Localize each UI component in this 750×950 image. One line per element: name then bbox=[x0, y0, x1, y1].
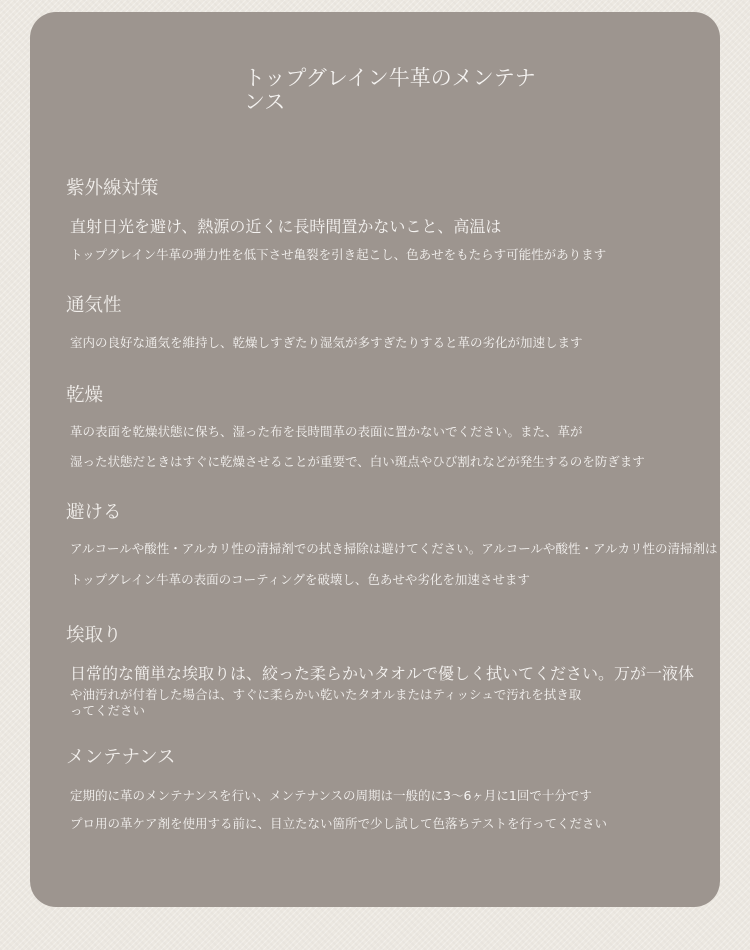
care-guide-card bbox=[30, 12, 720, 907]
ventilation-text-line-1: 室内の良好な通気を維持し、乾燥しすぎたり湿気が多すぎたりすると革の劣化が加速します bbox=[70, 335, 583, 350]
dust-text-line-2: や油汚れが付着した場合は、すぐに柔らかい乾いたタオルまたはティッシュで汚れを拭き取ってください bbox=[70, 687, 582, 718]
maintenance-text-line-1: 定期的に革のメンテナンスを行い、メンテナンスの周期は一般的に3〜6ヶ月に1回で十分です bbox=[70, 788, 592, 803]
dry-text-line-1: 革の表面を乾燥状態に保ち、湿った布を長時間革の表面に置かないでください。また、革が bbox=[70, 424, 583, 439]
section-heading-dust: 埃取り bbox=[66, 625, 122, 646]
maintenance-text-line-2: プロ用の革ケア剤を使用する前に、目立たない箇所で少し試して色落ちテストを行ってください bbox=[70, 816, 608, 831]
uv-text-line-2: トップグレイン牛革の弾力性を低下させ亀裂を引き起こし、色あせをもたらす可能性があります bbox=[70, 247, 607, 262]
section-heading-uv: 紫外線対策 bbox=[66, 178, 159, 199]
dry-text-line-2: 湿った状態だときはすぐに乾燥させることが重要で、白い斑点やひび割れなどが発生するのを防ぎます bbox=[70, 454, 645, 469]
section-heading-ventilation: 通気性 bbox=[66, 295, 122, 316]
page-title: トップグレイン牛革のメンテナンス bbox=[244, 66, 536, 114]
uv-text-line-1: 直射日光を避け、熱源の近くに長時間置かないこと、高温は bbox=[70, 217, 502, 236]
avoid-text-line-2: トップグレイン牛革の表面のコーティングを破壊し、色あせや劣化を加速させます bbox=[70, 572, 530, 587]
section-heading-avoid: 避ける bbox=[66, 502, 122, 523]
avoid-text-line-1: アルコールや酸性・アルカリ性の清掃剤での拭き掃除は避けてください。アルコールや酸性・アルカリ性の清掃剤は bbox=[70, 541, 718, 556]
section-heading-maintenance: メンテナンス bbox=[66, 747, 176, 768]
dust-text-line-1: 日常的な簡単な埃取りは、絞った柔らかいタオルで優しく拭いてください。万が一液体 bbox=[70, 664, 695, 683]
section-heading-dry: 乾燥 bbox=[66, 385, 104, 406]
